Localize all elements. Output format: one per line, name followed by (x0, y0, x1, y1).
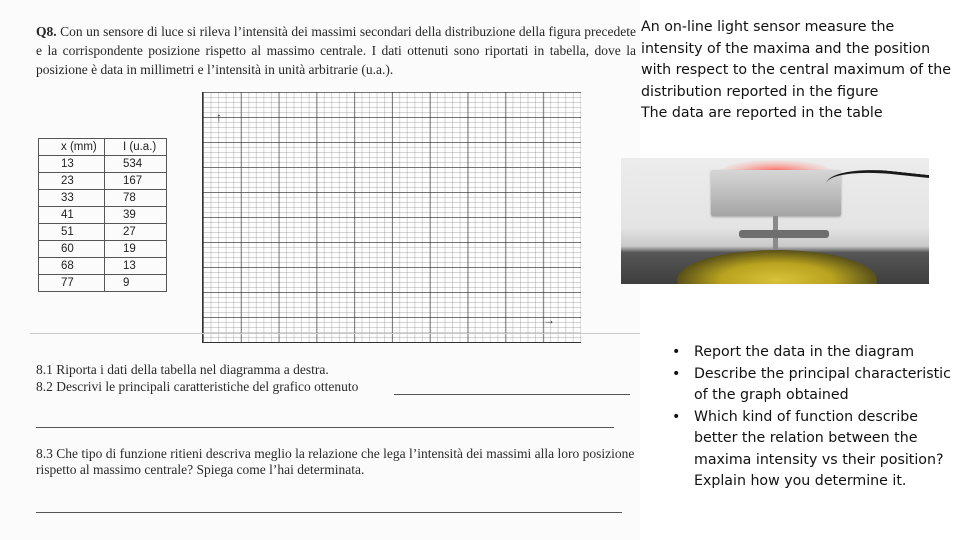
english-bullets (672, 342, 954, 493)
cell-i: 534 (105, 156, 167, 173)
header-intensity: I (u.a.) (105, 139, 167, 156)
subquestion-8-3: 8.3 Che tipo di funzione ritieni descriva meglio la relazione che lega l’intensità dei massimi alla loro posizione rispetto al massimo centrale? Spiega come l’hai determinata. (36, 446, 635, 477)
table-row (39, 156, 167, 173)
table-row (39, 224, 167, 241)
english-intro: An on-line light sensor measure the intensity of the maxima and the position with respect to the central maximum of the distribution reported in the figure (641, 19, 951, 100)
answer-line (36, 512, 622, 513)
cell-i: 78 (105, 190, 167, 207)
lens-base (677, 250, 877, 284)
cell-x: 13 (39, 156, 105, 173)
data-table (38, 138, 167, 292)
english-translation (641, 17, 951, 125)
cell-x: 41 (39, 207, 105, 224)
sensor-box (711, 170, 841, 216)
table-row (39, 241, 167, 258)
clamp (739, 230, 829, 238)
cell-i: 19 (105, 241, 167, 258)
table-row (39, 173, 167, 190)
cell-i: 167 (105, 173, 167, 190)
english-table-note: The data are reported in the table (641, 105, 883, 121)
cell-i: 9 (105, 275, 167, 292)
question-body: Con un sensore di luce si rileva l’intensità dei massimi secondari della distribuzione della figura precedete e la corrispondente posizione rispetto al massimo centrale. I dati ottenuti sono riportati in tabella, dove la posizione è data in millimetri e l’intensità in unità arbitrarie (u.a.). (36, 24, 637, 77)
bullet-icon: • (672, 408, 681, 425)
table-row (39, 275, 167, 292)
table-row (39, 207, 167, 224)
answer-line (394, 394, 630, 395)
cell-x: 51 (39, 224, 105, 241)
question-label: Q8. (36, 24, 57, 39)
cell-i: 27 (105, 224, 167, 241)
bullet-icon: • (672, 344, 681, 360)
question-text (36, 22, 636, 79)
header-position: x (mm) (39, 139, 105, 156)
cell-x: 60 (39, 241, 105, 258)
y-axis-arrow-icon: ↑ (216, 110, 222, 124)
list-item: • Which kind of function describe better the relation between the maxima intensity vs their position? Explain how you determine it. (672, 408, 944, 489)
divider (30, 333, 640, 334)
table-header-row (39, 139, 167, 156)
cell-i: 39 (105, 207, 167, 224)
x-axis-arrow-icon: → (543, 313, 555, 327)
answer-line (36, 427, 614, 428)
cell-x: 77 (39, 275, 105, 292)
bullet-icon: • (672, 365, 681, 382)
subquestion-8-1: 8.1 Riporta i dati della tabella nel diagramma a destra. (36, 362, 329, 377)
list-item: • Report the data in the diagram (672, 342, 954, 364)
graph-paper-grid (202, 92, 581, 343)
cell-x: 68 (39, 258, 105, 275)
light-sensor-photo (621, 158, 929, 284)
cell-i: 13 (105, 258, 167, 275)
list-item: • Describe the principal characteristic of the graph obtained (672, 365, 951, 403)
table-row (39, 190, 167, 207)
table-row (39, 258, 167, 275)
subquestion-8-2: 8.2 Descrivi le principali caratteristiche del grafico ottenuto (36, 379, 359, 394)
cell-x: 23 (39, 173, 105, 190)
cell-x: 33 (39, 190, 105, 207)
